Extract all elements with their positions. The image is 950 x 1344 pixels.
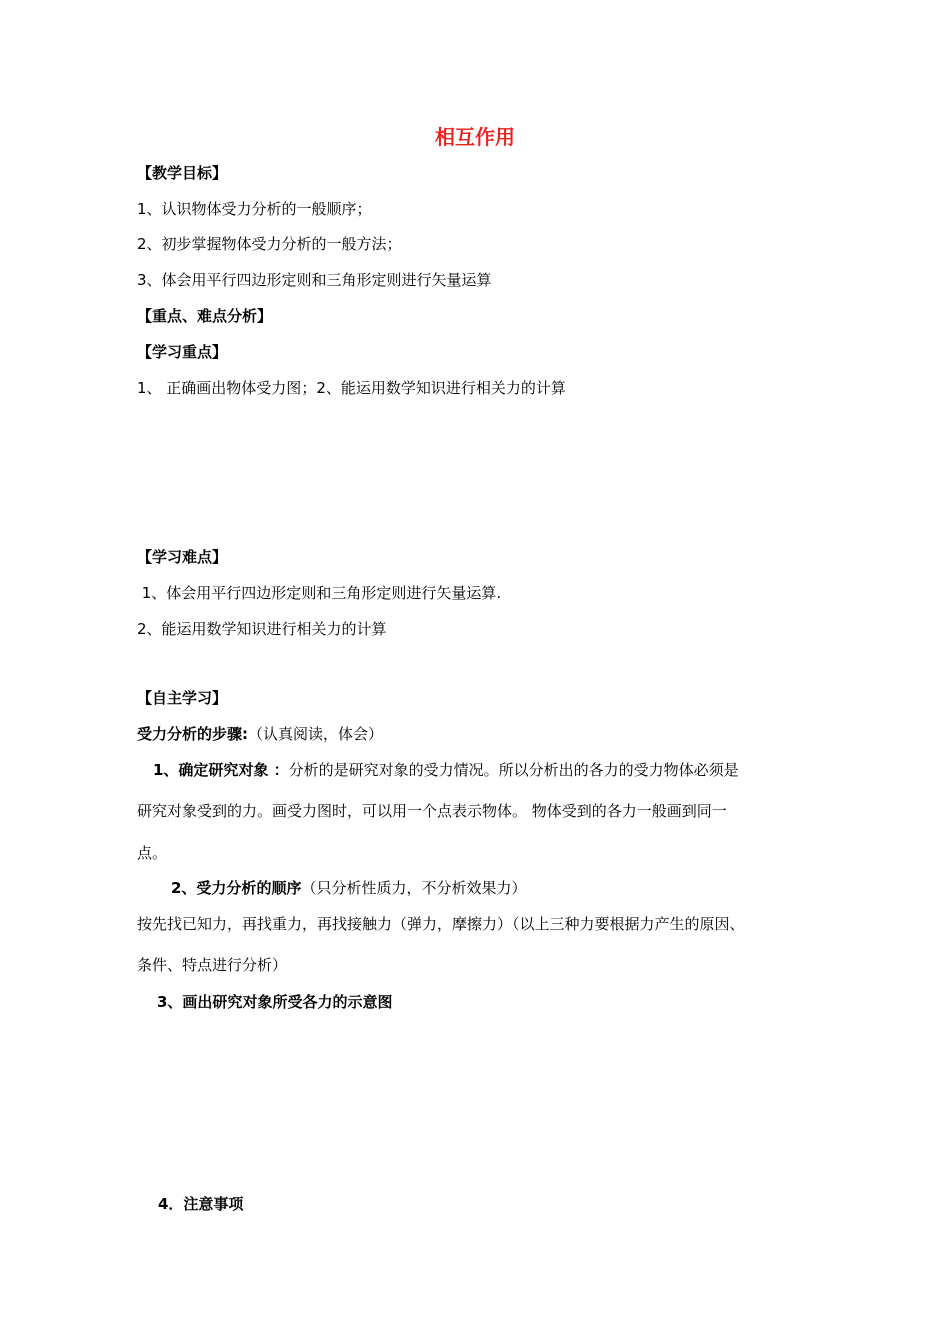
self-study-heading: 【自主学习】 [137, 689, 228, 707]
document-title: 相互作用 [435, 125, 515, 149]
steps-label: 受力分析的步骤: [137, 725, 248, 743]
objective-item-2: 2、初步掌握物体受力分析的一般方法； [137, 235, 402, 253]
step1-text-a: 分析的是研究对象的受力情况。所以分析出的各力的受力物体必须是 [288, 761, 739, 779]
step1-line [153, 760, 739, 780]
difficulty-item-2: 2、能运用数学知识进行相关力的计算 [137, 620, 387, 638]
difficulty-item-1: 1、体会用平行四边形定则和三角形定则进行矢量运算. [137, 584, 502, 602]
objective-item-3: 3、体会用平行四边形定则和三角形定则进行矢量运算 [137, 271, 492, 289]
focus-heading: 【学习重点】 [137, 343, 228, 361]
objectives-heading: 【教学目标】 [137, 164, 228, 182]
steps-note: （认真阅读，体会） [248, 725, 384, 743]
step2-text-a: 按先找已知力，再找重力，再找接触力（弹力，摩擦力）（以上三种力要根据力产生的原因、 [137, 915, 745, 933]
step1-text-b: 研究对象受到的力。画受力图时，可以用一个点表示物体。 物体受到的各力一般画到同一 [137, 802, 727, 820]
step3-label: 3、画出研究对象所受各力的示意图 [157, 993, 393, 1011]
objective-item-1: 1、认识物体受力分析的一般顺序； [137, 200, 372, 218]
step2-note: （只分析性质力，不分析效果力） [301, 879, 527, 897]
step2-text-b: 条件、特点进行分析） [137, 956, 288, 974]
key-difficult-heading: 【重点、难点分析】 [137, 307, 273, 325]
step2-label: 2、受力分析的顺序 [171, 879, 302, 897]
difficulty-heading: 【学习难点】 [137, 548, 228, 566]
step4-label: 4．注意事项 [158, 1195, 244, 1213]
steps-line [137, 724, 383, 744]
step1-text-c: 点。 [137, 844, 168, 862]
step1-label: 1、确定研究对象 ： [153, 761, 289, 779]
step2-line [171, 878, 526, 898]
focus-text: 1、 正确画出物体受力图；2、能运用数学知识进行相关力的计算 [137, 379, 566, 397]
